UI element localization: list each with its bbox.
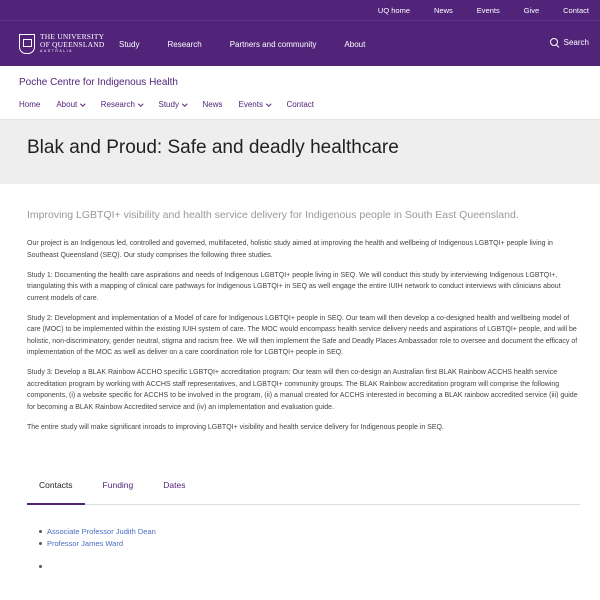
sub-nav-research[interactable] <box>101 100 143 109</box>
sub-nav-home[interactable] <box>19 100 40 109</box>
chevron-down-icon <box>182 101 187 106</box>
sub-nav-research-label: Research <box>100 100 135 109</box>
contact-link[interactable]: Associate Professor Judith Dean <box>47 527 156 536</box>
page-title: Blak and Proud: Safe and deadly healthcare <box>27 137 399 158</box>
tab-bar <box>27 472 580 505</box>
body-paragraph-study-3: Study 3: Develop a BLAK Rainbow ACCHO specific LGBTQI+ accreditation program: Our team will then co-design an Australian first BLAK Rainbow ACCHS health service accreditation program by working with ACCHS staff representatives, and LGBTQI+ community groups. The BLAK Rainbow accreditation program will comprise the following components, (i) a website specific for ACCHS to be involved in the program, (ii) a manual created for ACCHS interested in becoming a BLAK rainbow accredited service (iii) guide for becoming a BLAK Rainbow Accredited service and (iv) an implementation and evaluation guide. <box>27 369 578 411</box>
sub-navigation <box>19 100 330 109</box>
nav-item-research[interactable]: Research <box>167 39 202 49</box>
page-hero <box>0 120 600 184</box>
sub-nav-events[interactable] <box>238 100 270 109</box>
sub-nav-study[interactable] <box>159 100 187 109</box>
crest-icon <box>19 34 35 54</box>
sub-nav-news[interactable] <box>202 100 222 109</box>
search-label: Search <box>563 38 589 47</box>
site-header <box>0 66 600 120</box>
main-nav-items <box>119 21 393 67</box>
sub-nav-home-label: Home <box>19 100 41 109</box>
nav-item-about[interactable]: About <box>344 39 366 49</box>
tab-dates[interactable]: Dates <box>163 480 186 490</box>
lead-paragraph: Improving LGBTQI+ visibility and health service delivery for Indigenous people in South East Queensland. <box>27 209 519 221</box>
utility-link-news[interactable]: News <box>434 5 453 15</box>
chevron-down-icon <box>138 101 143 106</box>
contact-link[interactable]: Professor James Ward <box>47 538 156 550</box>
uq-logo[interactable] <box>19 33 104 54</box>
main-content <box>27 208 580 442</box>
main-navigation <box>0 20 600 66</box>
utility-link-events[interactable]: Events <box>476 5 500 15</box>
sub-nav-news-label: News <box>202 100 223 109</box>
logo-line-1: THE UNIVERSITY <box>40 32 105 41</box>
body-paragraph-summary: The entire study will make significant inroads to improving LGBTQI+ visibility and health service delivery for Indigenous people in SEQ. <box>27 423 444 431</box>
sub-nav-study-label: Study <box>158 100 179 109</box>
contacts-list <box>47 526 156 550</box>
chevron-down-icon <box>81 101 86 106</box>
search-button[interactable] <box>550 38 589 47</box>
nav-item-study[interactable]: Study <box>119 39 140 49</box>
sub-nav-about[interactable] <box>56 100 84 109</box>
body-paragraph-study-1: Study 1: Documenting the health care aspirations and needs of Indigenous LGBTQI+ people living in SEQ. We will conduct this study by interviewing Indigenous LGBTQI+, triangulating this with a mapping of clinical care pathways for Indigenous LGBTQI+ in SEQ as well engage the entire IUIH network to conduct interviews with clinicians about current models of care. <box>27 271 561 302</box>
nav-item-partners-and-community[interactable]: Partners and community <box>229 39 317 49</box>
site-title[interactable]: Poche Centre for Indigenous Health <box>19 77 178 88</box>
chevron-down-icon <box>266 101 271 106</box>
utility-link-uq-home[interactable]: UQ home <box>377 5 411 15</box>
tab-funding[interactable]: Funding <box>102 480 134 490</box>
logo-line-3: AUSTRALIA <box>40 49 73 53</box>
sub-nav-events-label: Events <box>238 100 263 109</box>
utility-link-give[interactable]: Give <box>523 5 540 15</box>
utility-link-contact[interactable]: Contact <box>563 5 589 15</box>
logo-text <box>40 33 104 54</box>
search-icon <box>550 38 559 47</box>
body-paragraph-study-2: Study 2: Development and implementation of a Model of care for Indigenous LGBTQI+ people in SEQ. Our team will then develop a co-designed health and wellbeing model of care (MOC) to be implemented within the existing IUIH system of care. The MOC would encompass health service delivery needs and aspirations of LGBTQI+ people, and will be holistic, non-discriminatory, gender neutral, stigma and racism free. We will then implement the Safe and Deadly Places Ambassador role to oversee and document the efficacy of implementation of the MOC as well as deliver on a care coordination role for LGBTQI+ people in SEQ. <box>27 314 578 356</box>
sub-nav-contact-label: Contact <box>286 100 315 109</box>
body-paragraph-intro: Our project is an Indigenous led, controlled and governed, multifaceted, holistic study aimed at improving the health and wellbeing of Indigenous LGBTQI+ people living in Southeast Queensland (SEQ). Our study comprises the following three studies. <box>27 240 553 259</box>
utility-bar <box>0 0 600 20</box>
empty-list-bullet <box>39 565 42 568</box>
sub-nav-about-label: About <box>56 100 78 109</box>
sub-nav-contact[interactable] <box>286 100 314 109</box>
logo-line-2: OF QUEENSLAND <box>40 39 105 49</box>
tab-contacts[interactable]: Contacts <box>27 472 85 505</box>
